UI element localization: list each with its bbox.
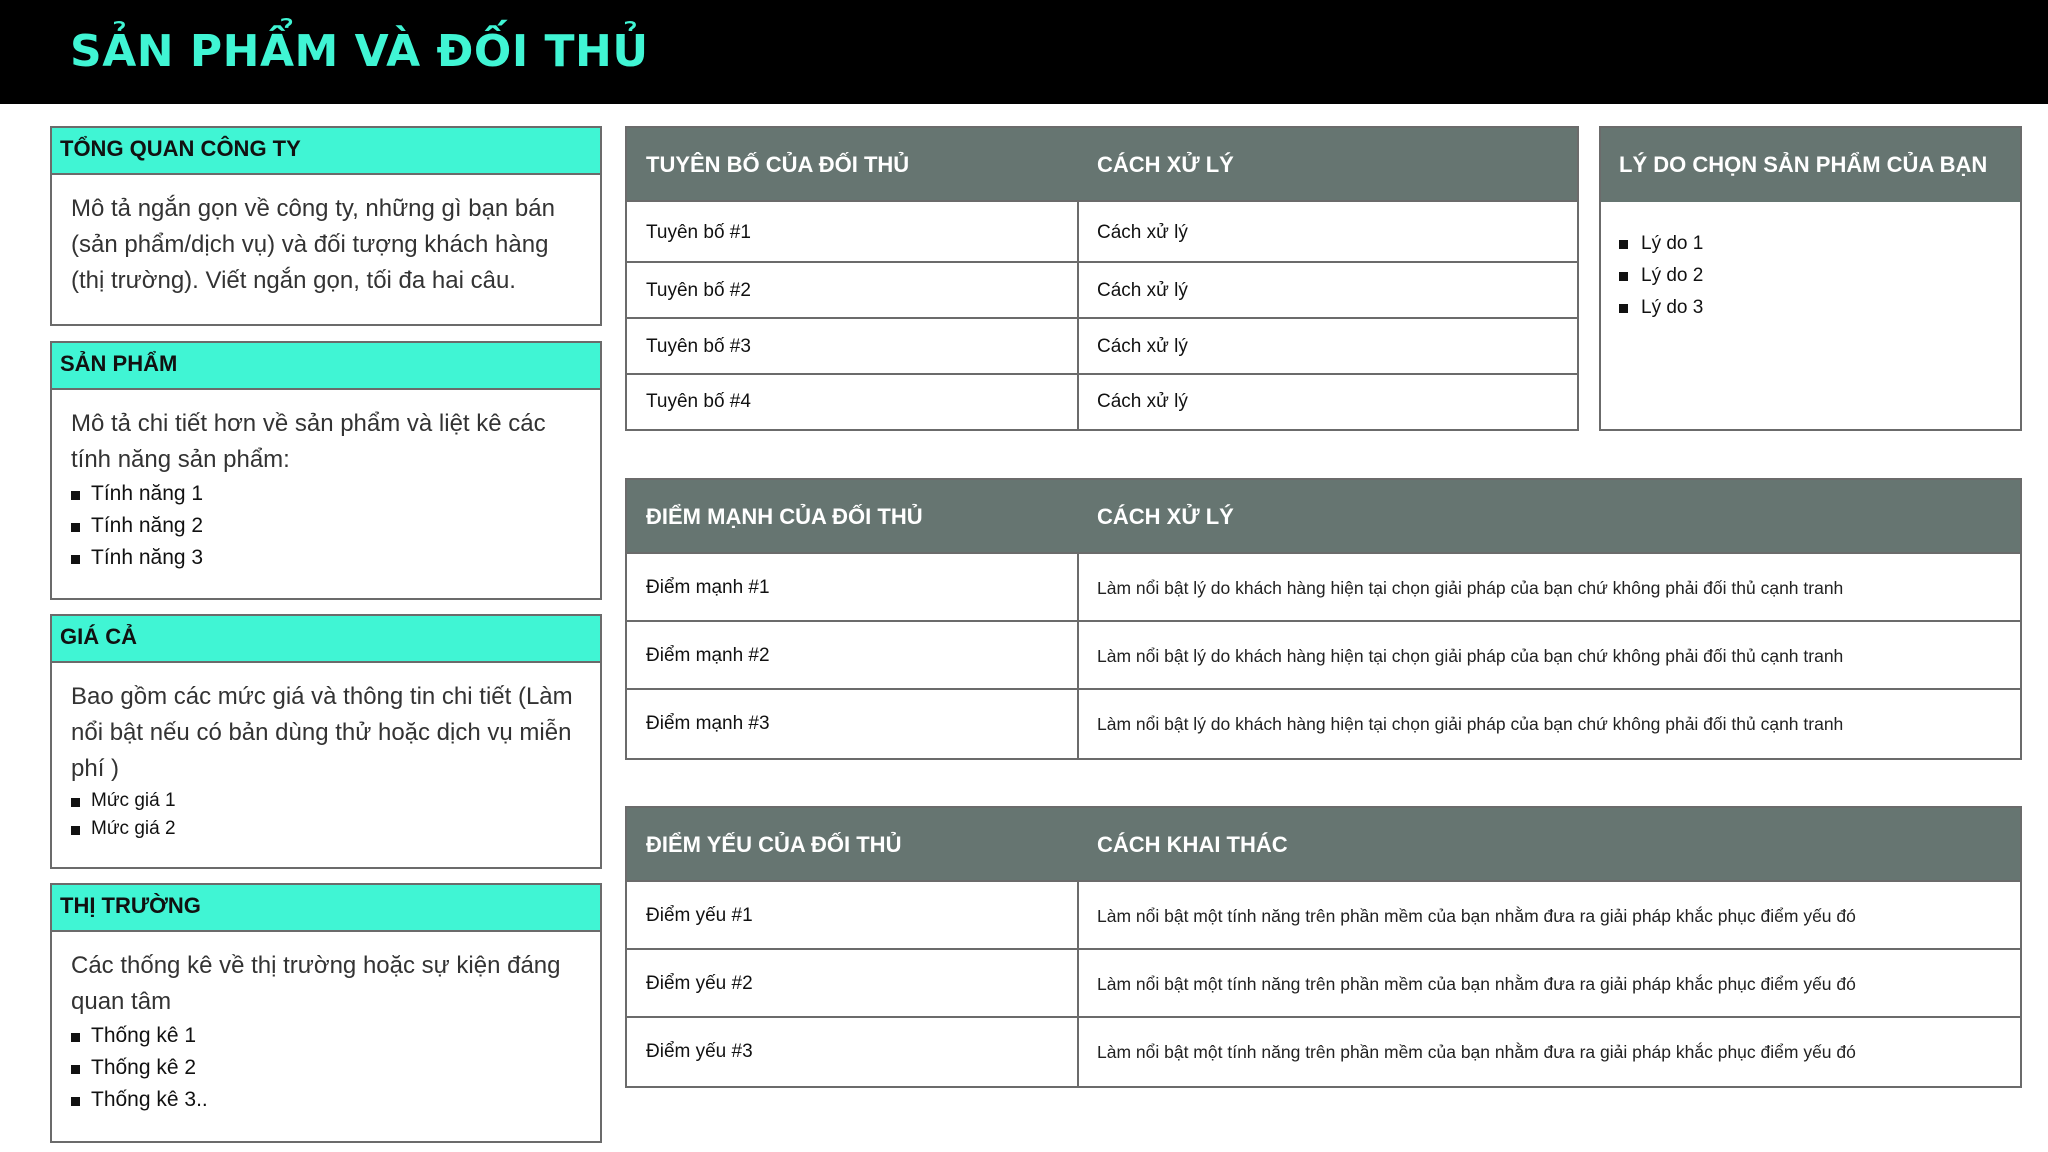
- table-row: [627, 880, 2020, 950]
- table-cell: Tuyên bố #1: [646, 221, 751, 243]
- card-heading: THỊ TRƯỜNG: [52, 885, 600, 932]
- table-cell: Điểm yếu #1: [646, 905, 753, 926]
- table-cell: Tuyên bố #2: [646, 280, 751, 301]
- table-cell: Điểm mạnh #3: [646, 713, 770, 734]
- table-header: [627, 480, 2020, 554]
- column-header: CÁCH XỬ LÝ: [1097, 504, 1234, 529]
- list-item: Thống kê 3..: [71, 1084, 582, 1116]
- table-row: [627, 200, 1577, 263]
- column-header: TUYÊN BỐ CỦA ĐỐI THỦ: [646, 152, 910, 177]
- table-cell: Làm nổi bật một tính năng trên phần mềm của bạn nhằm đưa ra giải pháp khắc phục điểm yếu đó: [1097, 973, 1856, 994]
- card-text: Bao gồm các mức giá và thông tin chi tiết (Làm nổi bật nếu có bản dùng thử hoặc dịch vụ miễn phí ): [71, 683, 573, 782]
- competitor-strengths-table: [625, 478, 2022, 760]
- table-row: [627, 620, 2020, 690]
- price-list: [71, 787, 582, 843]
- table-cell: Điểm mạnh #2: [646, 645, 770, 666]
- market-card: [50, 883, 602, 1143]
- table-header: [627, 128, 1577, 202]
- card-heading: TỔNG QUAN CÔNG TY: [52, 128, 600, 175]
- list-item: Lý do 2: [1619, 260, 2020, 292]
- table-cell: Làm nổi bật một tính năng trên phần mềm của bạn nhằm đưa ra giải pháp khắc phục điểm yếu đó: [1097, 1041, 1856, 1062]
- table-row: [627, 317, 1577, 375]
- reasons-list: [1601, 202, 2020, 324]
- product-card: [50, 341, 602, 600]
- table-cell: Làm nổi bật một tính năng trên phần mềm của bạn nhằm đưa ra giải pháp khắc phục điểm yếu đó: [1097, 905, 1856, 926]
- table-row: [627, 948, 2020, 1018]
- list-item: Mức giá 2: [71, 815, 582, 843]
- list-item: Tính năng 3: [71, 542, 582, 574]
- card-heading: SẢN PHẨM: [52, 343, 600, 390]
- feature-list: [71, 478, 582, 574]
- column-header: CÁCH XỬ LÝ: [1097, 152, 1234, 177]
- table-cell: Làm nổi bật lý do khách hàng hiện tại chọn giải pháp của bạn chứ không phải đối thủ cạnh tranh: [1097, 577, 1844, 598]
- competitor-claims-table: [625, 126, 1579, 431]
- table-cell: Làm nổi bật lý do khách hàng hiện tại chọn giải pháp của bạn chứ không phải đối thủ cạnh tranh: [1097, 713, 1844, 734]
- table-row: [627, 688, 2020, 758]
- pricing-card: [50, 614, 602, 869]
- list-item: Thống kê 1: [71, 1020, 582, 1052]
- list-item: Thống kê 2: [71, 1052, 582, 1084]
- page-title: SẢN PHẨM VÀ ĐỐI THỦ: [70, 26, 649, 77]
- table-cell: Điểm yếu #2: [646, 973, 753, 994]
- column-header: ĐIỂM MẠNH CỦA ĐỐI THỦ: [646, 504, 923, 529]
- table-cell: Tuyên bố #3: [646, 336, 751, 357]
- reasons-card: [1599, 126, 2022, 431]
- table-row: [627, 373, 1577, 429]
- title-bar: [0, 0, 2048, 104]
- card-text: Mô tả ngắn gọn về công ty, những gì bạn bán (sản phẩm/dịch vụ) và đối tượng khách hàng (thị trường). Viết ngắn gọn, tối đa hai câu.: [71, 195, 555, 294]
- table-cell: Tuyên bố #4: [646, 391, 751, 412]
- company-overview-card: [50, 126, 602, 326]
- table-cell: Làm nổi bật lý do khách hàng hiện tại chọn giải pháp của bạn chứ không phải đối thủ cạnh tranh: [1097, 645, 1844, 666]
- table-header: [627, 808, 2020, 882]
- list-item: Lý do 3: [1619, 292, 2020, 324]
- column-header: ĐIỂM YẾU CỦA ĐỐI THỦ: [646, 832, 902, 857]
- table-cell: Cách xử lý: [1097, 280, 1188, 301]
- card-text: Mô tả chi tiết hơn về sản phẩm và liệt kê các tính năng sản phẩm:: [71, 410, 546, 473]
- card-heading: LÝ DO CHỌN SẢN PHẨM CỦA BẠN: [1601, 128, 2020, 202]
- table-row: [627, 552, 2020, 622]
- table-row: [627, 1016, 2020, 1086]
- list-item: Lý do 1: [1619, 228, 2020, 260]
- card-heading: GIÁ CẢ: [52, 616, 600, 663]
- stats-list: [71, 1020, 582, 1116]
- table-cell: Cách xử lý: [1097, 336, 1188, 357]
- list-item: Tính năng 1: [71, 478, 582, 510]
- table-cell: Điểm mạnh #1: [646, 577, 770, 598]
- list-item: Mức giá 1: [71, 787, 582, 815]
- table-cell: Điểm yếu #3: [646, 1041, 753, 1062]
- competitor-weaknesses-table: [625, 806, 2022, 1088]
- card-text: Các thống kê về thị trường hoặc sự kiện đáng quan tâm: [71, 952, 561, 1015]
- list-item: Tính năng 2: [71, 510, 582, 542]
- table-row: [627, 261, 1577, 319]
- column-header: CÁCH KHAI THÁC: [1097, 832, 1288, 857]
- table-cell: Cách xử lý: [1097, 221, 1188, 243]
- table-cell: Cách xử lý: [1097, 391, 1188, 412]
